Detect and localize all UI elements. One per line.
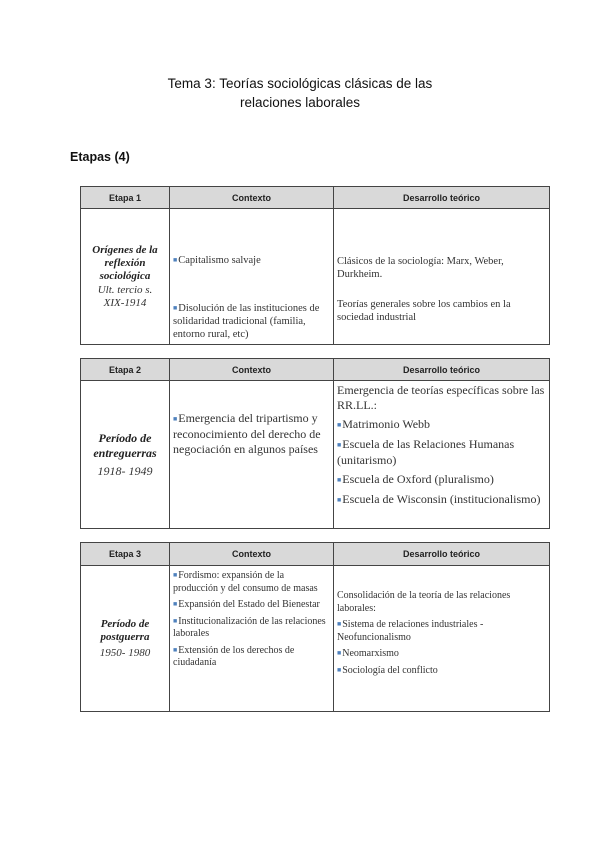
contexto-header: Contexto (170, 187, 334, 209)
etapa-name (85, 244, 165, 283)
desarrollo-item: ■Neomarxismo (337, 648, 399, 659)
desarrollo-item: ■Escuela de Oxford (pluralismo) (337, 472, 494, 486)
etapa-name (85, 618, 165, 644)
etapa-dates (85, 464, 165, 479)
bullet-icon: ■ (173, 600, 178, 608)
bullet-icon: ■ (337, 620, 342, 628)
desarrollo-intro: Emergencia de teorías específicas sobre las RR.LL.: (337, 383, 545, 412)
bullet-icon: ■ (173, 616, 178, 625)
title-line-1: Tema 3: Teorías sociológicas clásicas de las (167, 76, 433, 91)
contexto-item: ■Emergencia del tripartismo y reconocimiento del derecho de negociación en algunos países (173, 411, 321, 456)
bullet-icon: ■ (337, 665, 342, 674)
desarrollo-item: ■Sociología del conflicto (337, 664, 438, 676)
desarrollo-item: Teorías generales sobre los cambios en la sociedad industrial (337, 299, 511, 323)
bullet-icon: ■ (337, 441, 342, 449)
etapa-date-line: XIX-1914 (103, 296, 147, 309)
etapa-name-line: reflexión (104, 256, 146, 269)
desarrollo-header: Desarrollo teórico (334, 187, 550, 209)
desarrollo-item: ■Escuela de Wisconsin (institucionalismo) (337, 492, 541, 506)
etapa-name-line: Orígenes de la (92, 243, 158, 256)
contexto-item: ■Institucionalización de las relaciones laborales (173, 615, 326, 639)
document-title (0, 74, 600, 112)
section-heading: Etapas (4) (70, 150, 130, 164)
etapa-name-line: Período de (98, 430, 152, 445)
title-line-2: relaciones laborales (239, 95, 361, 110)
etapa-date-line: Ult. tercio s. (97, 283, 153, 296)
bullet-icon: ■ (337, 476, 342, 484)
desarrollo-item: Clásicos de la sociología: Marx, Weber, Durkheim. (337, 256, 504, 280)
desarrollo-cell (334, 209, 550, 345)
contexto-cell (170, 566, 334, 712)
etapa-date-line: 1918- 1949 (97, 463, 153, 478)
contexto-header: Contexto (170, 543, 334, 566)
contexto-item: ■Capitalismo salvaje (173, 255, 261, 266)
desarrollo-item: ■Matrimonio Webb (337, 417, 431, 431)
bullet-icon: ■ (173, 645, 178, 654)
bullet-icon: ■ (173, 571, 178, 579)
etapa-2-table (80, 358, 550, 529)
etapa-cell (81, 381, 170, 529)
contexto-item: ■Extensión de los derechos de ciudadanía (173, 644, 295, 668)
bullet-icon: ■ (173, 304, 178, 312)
etapa-name-line: entreguerras (93, 445, 157, 460)
desarrollo-header: Desarrollo teórico (334, 359, 550, 381)
contexto-item: ■Disolución de las instituciones de solidaridad tradicional (familia, entorno rural, etc) (173, 303, 320, 340)
etapa-header: Etapa 2 (81, 359, 170, 381)
desarrollo-intro: Consolidación de la teoría de las relaciones laborales: (337, 590, 511, 614)
etapa-header: Etapa 3 (81, 543, 170, 566)
etapa-name-line: Período de (100, 617, 150, 630)
contexto-header: Contexto (170, 359, 334, 381)
etapa-date-line: 1950- 1980 (99, 646, 151, 659)
contexto-item: ■Expansión del Estado del Bienestar (173, 599, 320, 610)
etapa-1-table (80, 186, 550, 345)
etapa-3-table (80, 542, 550, 712)
contexto-cell (170, 381, 334, 529)
etapa-name-line: postguerra (100, 630, 150, 643)
bullet-icon: ■ (337, 649, 342, 657)
etapa-dates (85, 647, 165, 660)
desarrollo-item: ■Sistema de relaciones industriales - Neofuncionalismo (337, 619, 484, 643)
etapa-name (85, 431, 165, 461)
bullet-icon: ■ (173, 256, 178, 264)
desarrollo-item: ■Escuela de las Relaciones Humanas (unitarismo) (337, 437, 515, 467)
contexto-item: ■Fordismo: expansión de la producción y del consumo de masas (173, 570, 318, 594)
etapa-cell (81, 209, 170, 345)
etapa-name-line: sociológica (99, 269, 151, 282)
contexto-cell (170, 209, 334, 345)
etapa-dates (85, 284, 165, 310)
etapa-header: Etapa 1 (81, 187, 170, 209)
desarrollo-cell (334, 566, 550, 712)
desarrollo-cell (334, 381, 550, 529)
bullet-icon: ■ (173, 415, 178, 423)
etapa-cell (81, 566, 170, 712)
desarrollo-header: Desarrollo teórico (334, 543, 550, 566)
bullet-icon: ■ (337, 496, 342, 504)
bullet-icon: ■ (337, 421, 342, 429)
